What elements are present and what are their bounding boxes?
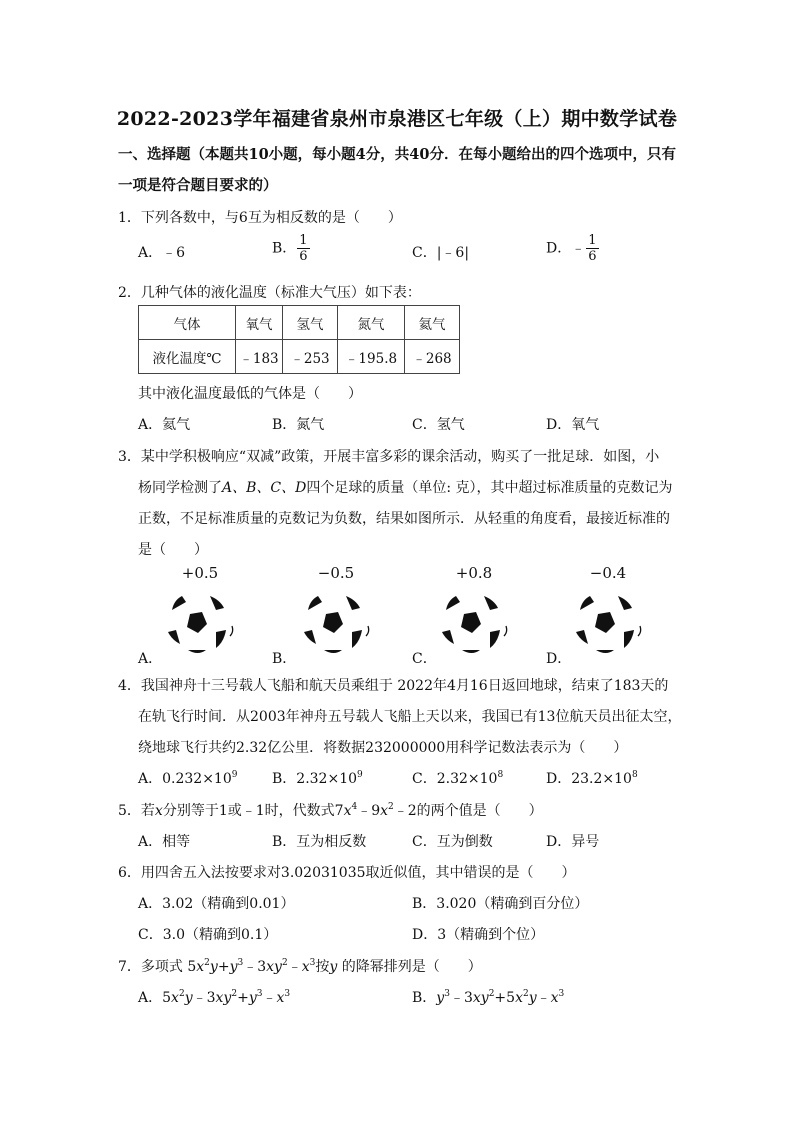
q1-stem: 1．下列各数中，与6互为相反数的是（ ） <box>118 210 402 226</box>
q7-option-a: A．$5x^2y﹣3xy^2+y^3﹣x^3$ <box>138 989 291 1006</box>
table-cell: 氮气 <box>338 306 405 340</box>
exponent: 2 <box>388 802 394 812</box>
table-row <box>139 340 460 374</box>
q6-option-a: A．3.02（精确到0.01） <box>138 896 295 912</box>
q4-option-c <box>412 768 503 788</box>
table-cell: 气体 <box>139 306 236 340</box>
q6-option-c: C．3.0（精确到0.1） <box>138 927 278 943</box>
q5-option-c: C．互为倒数 <box>412 834 493 850</box>
section-heading-line-1: 一、选择题（本题共10小题，每小题4分，共40分．在每小题给出的四个选项中，只有 <box>118 146 676 163</box>
variable-x: x <box>343 803 352 819</box>
q4-option-a <box>138 768 237 788</box>
ball-value: +0.8 <box>455 564 493 582</box>
q5-option-b: B．互为相反数 <box>272 834 367 850</box>
soccer-ball-icon <box>568 590 648 660</box>
exponent: 4 <box>351 802 358 812</box>
exponent: 8 <box>497 770 504 780</box>
q5-option-d: D．异号 <box>546 834 600 850</box>
q5-stem <box>118 800 543 820</box>
q4-stem-line-1: 4．我国神舟十三号载人飞船和航天员乘组于 2022年4月16日返回地球，结束了183天的 <box>118 678 669 694</box>
option-text: A．0.232×10 <box>138 771 232 787</box>
q4-option-b <box>272 768 363 788</box>
q7-option-b: B．$y^3﹣3xy^2+5x^2y﹣x^3$ <box>412 989 565 1006</box>
soccer-ball-icon <box>434 590 514 660</box>
exam-title: 2022-2023学年福建省泉州市泉港区七年级（上）期中数学试卷 <box>116 108 678 130</box>
ball-value: −0.4 <box>589 564 627 582</box>
q2-option-b: B．氮气 <box>272 417 325 433</box>
q7-text: 的降幂排列是（ ） <box>337 959 482 975</box>
q2-option-a: A．氦气 <box>138 417 191 433</box>
q3-stem-line-3: 正数，不足标准质量的克数记为负数，结果如图所示．从轻重的角度看，最接近标准的 <box>138 511 670 527</box>
q1-option-b-label: B． <box>272 240 297 257</box>
q2-stem: 2．几种气体的液化温度（标准大气压）如下表： <box>118 285 421 301</box>
denominator: 6 <box>588 249 597 264</box>
q3-text: 四个足球的质量（单位: 克），其中超过标准质量的克数记为 <box>306 480 673 496</box>
q1-option-d <box>546 233 600 264</box>
exponent: 9 <box>357 770 363 780</box>
option-label: A． <box>138 990 163 1006</box>
q5-text: 5．若 <box>118 803 155 819</box>
q5-option-a: A．相等 <box>138 834 191 850</box>
q3-stem-line-1: 3．某中学积极响应“双减”政策，开展丰富多彩的课余活动，购买了一批足球．如图，小 <box>118 449 660 465</box>
ball-value: +0.5 <box>181 564 219 582</box>
table-cell: 液化温度℃ <box>139 340 236 374</box>
q3-option-b-label: B． <box>272 651 297 667</box>
q3-option-a-label: A． <box>138 651 163 667</box>
soccer-ball-icon <box>160 590 240 660</box>
gas-temperature-table <box>138 305 460 374</box>
q2-option-d: D．氧气 <box>546 417 600 433</box>
numerator: 1 <box>588 233 597 248</box>
ball-b <box>296 564 376 582</box>
q3-text: 杨同学检测了 <box>138 480 222 496</box>
q1-option-b <box>272 233 311 264</box>
section-heading-line-2: 一项是符合题目要求的） <box>118 177 278 194</box>
ball-c <box>434 564 514 582</box>
q1-option-b-fraction <box>297 233 309 264</box>
q7-text: 按 <box>315 959 330 975</box>
q3-ball-letters: A、B、C、D <box>222 480 307 496</box>
ball-value: −0.5 <box>317 564 355 582</box>
table-cell: 氦气 <box>405 306 460 340</box>
q6-option-d: D．3（精确到个位） <box>412 927 545 943</box>
q1-option-a: A．﹣6 <box>138 245 186 261</box>
q3-stem-line-2 <box>138 477 673 497</box>
q1-option-d-label: D．﹣ <box>546 240 586 257</box>
numerator: 1 <box>299 233 308 248</box>
ball-a <box>160 564 240 582</box>
q1-option-d-fraction <box>586 233 598 264</box>
variable-x: x <box>154 803 163 819</box>
q6-stem: 6．用四舍五入法按要求对3.02031035取近似值，其中错误的是（ ） <box>118 865 576 881</box>
soccer-ball-icon <box>296 590 376 660</box>
table-cell: ﹣268 <box>405 340 460 374</box>
q6-option-b: B．3.020（精确到百分位） <box>412 896 589 912</box>
option-text: C．2.32×10 <box>412 771 498 787</box>
q2-option-c: C．氢气 <box>412 417 465 433</box>
table-cell: ﹣195.8 <box>338 340 405 374</box>
q7-stem: 7．多项式 $5x^2y+y^3﹣3xy^2﹣x^3$按y 的降幂排列是（ ） <box>118 958 482 975</box>
q4-stem-line-2: 在轨飞行时间．从2003年神舟五号载人飞船上天以来，我国已有13位航天员出征太空， <box>138 709 682 725</box>
option-text: D．23.2×10 <box>546 771 632 787</box>
option-label: B． <box>412 990 437 1006</box>
q7-text: 7．多项式 5 <box>118 959 197 975</box>
ball-d <box>568 564 648 582</box>
q3-option-d-label: D． <box>546 651 572 667</box>
table-cell: 氢气 <box>283 306 338 340</box>
option-text: B．2.32×10 <box>272 771 358 787</box>
variable-y: y <box>329 959 338 975</box>
q2-question: 其中液化温度最低的气体是（ ） <box>138 386 362 402</box>
table-cell: 氧气 <box>236 306 283 340</box>
table-header-row <box>139 306 460 340</box>
q3-stem-line-4: 是（ ） <box>138 542 208 558</box>
q5-text: 分别等于1或﹣1时，代数式7 <box>162 803 344 819</box>
q3-option-c-label: C． <box>412 651 437 667</box>
q4-stem-line-3: 绕地球飞行共约2.32亿公里．将数据232000000用科学记数法表示为（ ） <box>138 740 628 756</box>
exponent: 8 <box>631 770 638 780</box>
variable-x: x <box>380 803 389 819</box>
denominator: 6 <box>299 249 308 264</box>
q4-option-d <box>546 768 638 788</box>
table-cell: ﹣253 <box>283 340 338 374</box>
exponent: 9 <box>231 770 238 780</box>
q1-option-c: C．|﹣6| <box>412 245 470 261</box>
table-cell: ﹣183 <box>236 340 283 374</box>
q5-text: ﹣2的两个值是（ ） <box>393 803 543 819</box>
q5-text: ﹣9 <box>357 803 381 819</box>
